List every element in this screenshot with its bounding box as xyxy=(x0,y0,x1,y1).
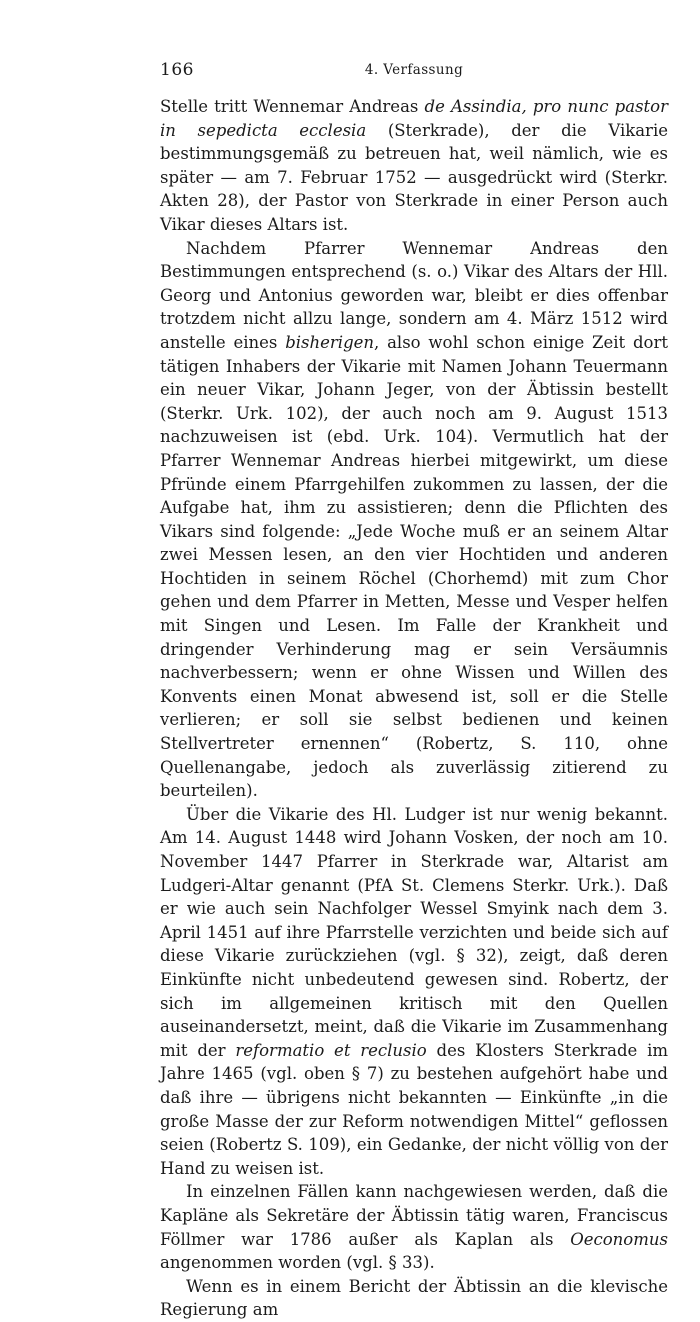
page-number: 166 xyxy=(160,60,194,80)
text-run: Stelle tritt Wennemar Andreas xyxy=(160,97,425,116)
text-run: Über die Vikarie des Hl. Ludger ist nur wenig bekannt. Am 14. August 1448 wird Johann Vosken, der noch am 10. November 1447 Pfarrer in Sterkrade war, Altarist am Ludgeri-Altar genannt (PfA St. Clemens Sterkr. Urk.). Daß er wie auch sein Nachfolger Wessel Smyink nach dem 3. April 1451 auf ihre Pfarrstelle verzichten und beide sich auf diese Vikarie zurückziehen (vgl. § 32), zeigt, daß deren Einkünfte nicht unbedeutend gewesen sind. Robertz, der sich im allgemeinen kritisch mit den Quellen auseinandersetzt, meint, daß die Vikarie im Zusammenhang mit der xyxy=(160,804,668,1060)
text-run: (Sterkrade), der die Vikarie bestimmungsgemäß zu betreuen hat, weil nämlich, wie es später — am 7. Februar 1752 — ausgedrückt wird (Sterkr. Akten 28), der Pastor von Sterkrade in einer Person auch Vikar dieses Altars ist. xyxy=(160,120,668,234)
paragraph xyxy=(160,803,668,1181)
text-run: Wenn es in einem Bericht der Äbtissin an die klevische Regierung am xyxy=(160,1276,668,1320)
paragraph xyxy=(160,95,668,237)
running-head: 4. Verfassung xyxy=(364,62,464,78)
text-run: angenommen worden (vgl. § 33). xyxy=(160,1253,435,1273)
text-run: des Klosters Sterkrade im Jahre 1465 (vgl. oben § 7) zu bestehen aufgehört habe und daß ihre — übrigens nicht bekannten — Einkünfte „in die große Masse der zur Reform notwendigen Mittel“ geflossen seien (Robertz S. 109), ein Gedanke, der nicht völlig von der Hand zu weisen ist. xyxy=(160,1040,668,1178)
paragraph xyxy=(160,1275,668,1322)
page-header xyxy=(160,60,668,84)
text-run: In einzelnen Fällen kann nachgewiesen werden, daß die Kapläne als Sekretäre der Äbtissin tätig waren, Franciscus Föllmer war 1786 außer als Kaplan als xyxy=(160,1182,668,1249)
paragraph xyxy=(160,237,668,803)
italic-text: reformatio et reclusio xyxy=(235,1040,427,1060)
paragraph xyxy=(160,1180,668,1274)
italic-text: bisherigen xyxy=(285,332,375,352)
italic-text: de Assindia, pro nunc pastor in sepedicta ecclesia xyxy=(160,97,668,140)
text-run: Nachdem Pfarrer Wennemar Andreas den Bestimmungen entsprechend (s. o.) Vikar des Altars der Hll. Georg und Antonius geworden war, bleibt er dies offenbar trotzdem nicht allzu lange, sondern am 4. März 1512 wird anstelle eines xyxy=(160,238,668,352)
italic-text: Oeconomus xyxy=(570,1229,668,1249)
text-run: , also wohl schon einige Zeit dort tätigen Inhabers der Vikarie mit Namen Johann Teuermann ein neuer Vikar, Johann Jeger, von der Äbtissin bestellt (Sterkr. Urk. 102), der auch noch am 9. August 1513 nachzuweisen ist (ebd. Urk. 104). Vermutlich hat der Pfarrer Wennemar Andreas hierbei mitgewirkt, um diese Pfründe einem Pfarrgehilfen zukommen zu lassen, der die Aufgabe hat, ihm zu assistieren; denn die Pflichten des Vikars sind folgende: „Jede Woche muß er an seinem Altar zwei Messen lesen, an den vier Hochtiden und anderen Hochtiden in seinem Röchel (Chorhemd) mit zum Chor gehen und dem Pfarrer in Metten, Messe und Vesper helfen mit Singen und Lesen. Im Falle der Krankheit und dringender Verhinderung mag er sein Versäumnis nachverbessern; wenn er ohne Wissen und Willen des Konvents einen Monat abwesend ist, soll er die Stelle verlieren; er soll sie selbst bedienen und keinen Stellvertreter ernennen“ (Robertz, S. 110, ohne Quellenangabe, jedoch als zuverlässig zitierend zu beurteilen). xyxy=(160,332,668,801)
body-text xyxy=(160,95,668,1322)
